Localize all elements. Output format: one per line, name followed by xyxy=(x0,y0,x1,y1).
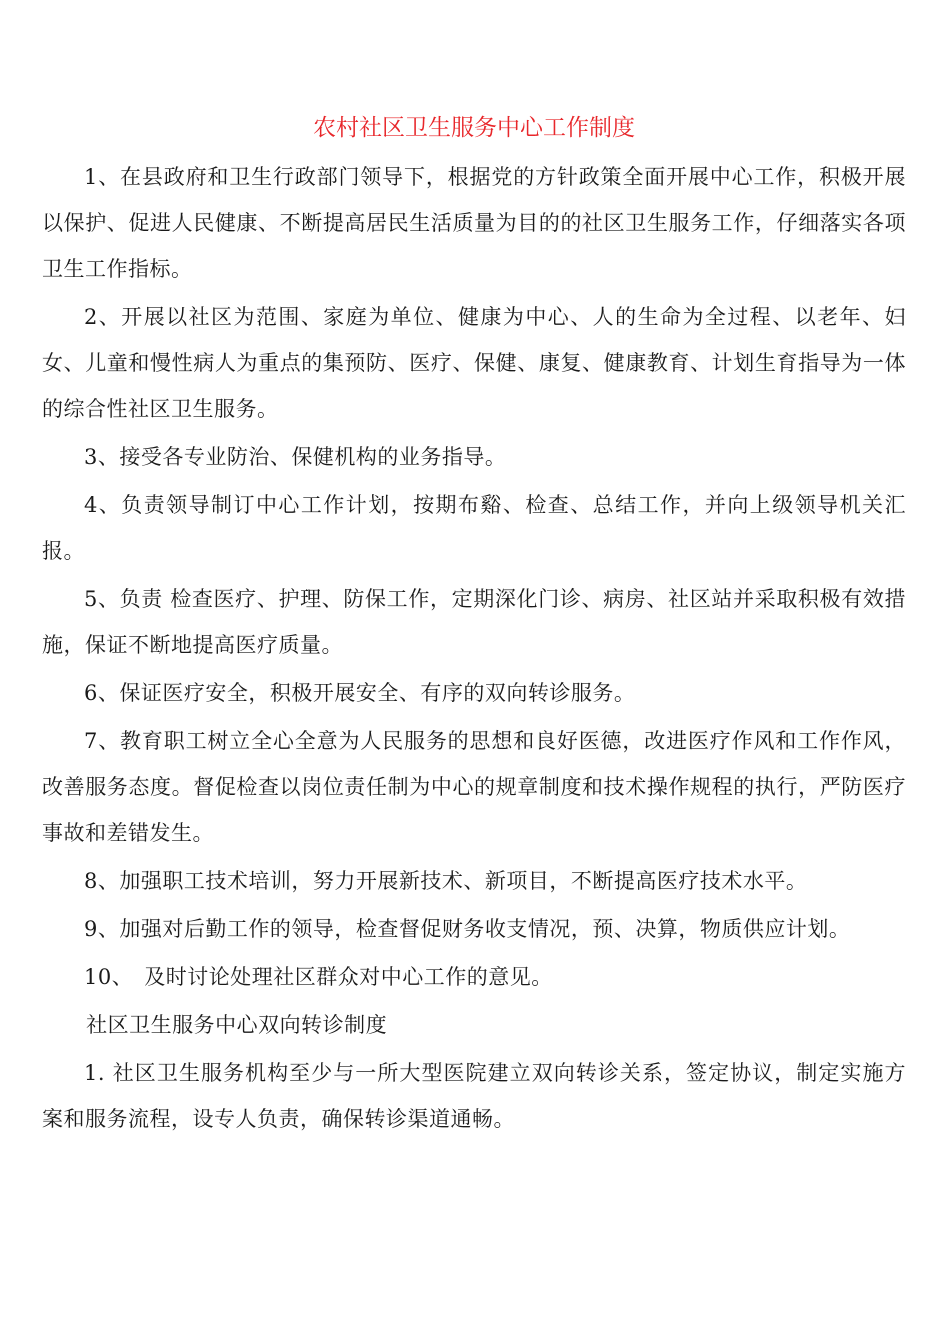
paragraph-10: 10、 及时讨论处理社区群众对中心工作的意见。 xyxy=(84,965,553,989)
paragraph-8: 8、加强职工技术培训，努力开展新技术、新项目，不断提高医疗技术水平。 xyxy=(84,869,808,893)
document-page xyxy=(42,112,906,1144)
paragraph-11: 1. 社区卫生服务机构至少与一所大型医院建立双向转诊关系，签定协议，制定实施方案和服务流程，设专人负责，确保转诊渠道通畅。 xyxy=(42,1061,906,1131)
document-title: 农村社区卫生服务中心工作制度 xyxy=(313,115,635,141)
paragraph-9: 9、加强对后勤工作的领导，检查督促财务收支情况，预、决算，物质供应计划。 xyxy=(84,917,851,941)
paragraph-4: 4、负责领导制订中心工作计划，按期布谿、检查、总结工作，并向上级领导机关汇报。 xyxy=(42,493,906,563)
paragraph-2: 2、开展以社区为范围、家庭为单位、健康为中心、人的生命为全过程、以老年、妇女、儿童和慢性病人为重点的集预防、医疗、保健、康复、健康教育、计划生育指导为一体的综合性社区卫生服务。 xyxy=(42,305,906,421)
paragraph-5: 5、负责 检查医疗、护理、防保工作，定期深化门诊、病房、社区站并采取积极有效措施，保证不断地提高医疗质量。 xyxy=(42,587,906,657)
paragraph-7: 7、教育职工树立全心全意为人民服务的思想和良好医德，改进医疗作风和工作作风，改善服务态度。督促检查以岗位责任制为中心的规章制度和技术操作规程的执行，严防医疗事故和差错发生。 xyxy=(42,729,906,845)
paragraph-1: 1、在县政府和卫生行政部门领导下，根据党的方针政策全面开展中心工作，积极开展以保护、促进人民健康、不断提高居民生活质量为目的的社区卫生服务工作，仔细落实各项卫生工作指标。 xyxy=(42,165,906,281)
section-heading: 社区卫生服务中心双向转诊制度 xyxy=(86,1013,388,1037)
paragraph-6: 6、保证医疗安全，积极开展安全、有序的双向转诊服务。 xyxy=(84,681,636,705)
paragraph-3: 3、接受各专业防治、保健机构的业务指导。 xyxy=(84,445,507,469)
